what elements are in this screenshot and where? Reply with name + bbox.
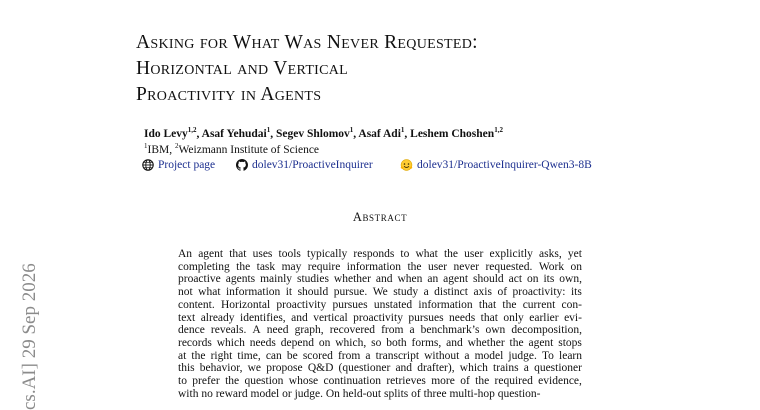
github-link[interactable] (236, 159, 373, 171)
author-affiliation-marker: 1 (349, 126, 354, 134)
author-name: Asaf Adi (358, 127, 401, 140)
author-separator: , (353, 127, 359, 140)
abstract-line: text already identifies, and vertical proactivity pursues needs that only earlier evi- (178, 311, 582, 324)
github-icon (236, 159, 248, 171)
project-page-link[interactable] (142, 159, 215, 171)
abstract-line: completing the task may require information the user never requested. Work on (178, 260, 582, 273)
abstract-text (178, 248, 582, 400)
affiliations (144, 142, 319, 156)
author-list (144, 126, 503, 140)
title-line-3: Proactivity in Agents (136, 84, 322, 105)
author-name: Segev Shlomov (275, 127, 350, 140)
huggingface-icon (400, 159, 413, 171)
github-label: dolev31/ProactiveInquirer (252, 159, 373, 171)
author-affiliation-marker: 1,2 (494, 126, 503, 134)
author-separator: , (404, 127, 411, 140)
author-affiliation-marker: 1 (400, 126, 405, 134)
author-affiliation-marker: 1,2 (187, 126, 197, 134)
author-name: Asaf Yehudai (201, 127, 267, 140)
abstract-line: to prefer the question whose continuation retrieves more of the required evidence, (178, 375, 582, 388)
abstract-line: at the right time, can be scored from a transcript without a model judge. To learn (178, 349, 582, 362)
arxiv-stamp: cs.AI] 29 Sep 2026 (19, 263, 40, 410)
abstract-line: proactive agents mainly studies whether and when an agent should act on its own, (178, 273, 582, 286)
affil-ibm: IBM, (147, 143, 175, 156)
abstract-line: dence reveals. A need graph, recovered from a benchmark’s own decomposition, (178, 324, 582, 337)
huggingface-label: dolev31/ProactiveInquirer-Qwen3-8B (417, 159, 592, 171)
title-line-1: Asking for What Was Never Requested: (136, 32, 478, 53)
huggingface-link[interactable] (400, 159, 592, 171)
abstract-line: content. Horizontal proactivity pursues unstated information that the current con- (178, 298, 582, 311)
project-page-label: Project page (158, 159, 216, 171)
author-affiliation-marker: 1 (266, 126, 271, 134)
author-separator: , (270, 127, 276, 140)
author-separator: , (196, 127, 202, 140)
abstract-line: records which needs depend on which, so both forms, and whether the agent stops (178, 336, 582, 349)
abstract-line: this behavior, we propose Q&D (questioner and drafter), which trains a questioner (178, 362, 582, 375)
globe-icon (142, 159, 154, 171)
affil-sup-1: 1 (144, 142, 148, 150)
title-line-2: Horizontal and Vertical (136, 58, 349, 79)
author-name: Leshem Choshen (410, 127, 495, 140)
affil-sup-2: 2 (174, 142, 179, 150)
author-name: Ido Levy (144, 127, 188, 140)
paper-title (136, 30, 696, 108)
abstract-line: An agent that uses tools typically responds to what the user explicitly asks, yet (178, 248, 582, 260)
abstract-heading: Abstract (352, 210, 408, 224)
affil-weizmann: Weizmann Institute of Science (178, 143, 320, 156)
abstract-line: with no reward model or judge. On held-out splits of three multi-hop question- (178, 387, 541, 400)
abstract-line: not what information it should pursue. We study a distinct axis of proactivity: its (178, 286, 582, 299)
